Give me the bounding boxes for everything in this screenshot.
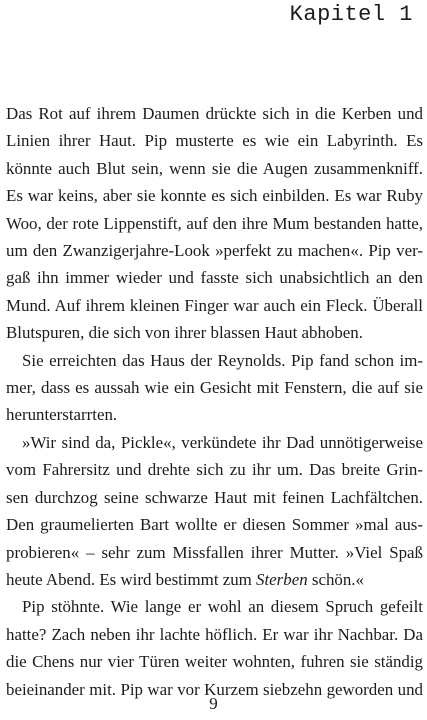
- body-text: [6, 100, 423, 703]
- text-line: vom Fahrersitz und drehte sich zu ihr um. Das breite Grin-: [6, 460, 423, 480]
- text-line: beieinander mit. Pip war vor Kurzem siebzehn geworden und: [6, 679, 423, 699]
- text-line: Es war keins, aber sie konnte es sich einbilden. Es war Ruby: [6, 186, 423, 206]
- emphasis: Sterben: [256, 569, 308, 589]
- chapter-title: Kapitel 1: [289, 2, 413, 27]
- text-line: Pip stöhnte. Wie lange er wohl an diesem Spruch gefeilt: [22, 597, 423, 617]
- text-line: Linien ihrer Haut. Pip musterte es wie ein Labyrinth. Es: [6, 131, 423, 151]
- text-line: die Chens nur vier Türen weiter wohnten, fuhren sie ständig: [6, 652, 423, 672]
- text-line: Das Rot auf ihrem Daumen drückte sich in die Kerben und: [6, 104, 423, 123]
- text-line: Den graumelierten Bart wollte er diesen Sommer »mal aus-: [6, 515, 423, 535]
- text-line: Woo, der rote Lippenstift, auf den ihre Mum bestanden hatte,: [6, 213, 423, 233]
- text-line: sen durchzog seine schwarze Haut mit feinen Lachfältchen.: [6, 487, 423, 507]
- text-line: um den Zwanzigerjahre-Look »perfekt zu machen«. Pip ver-: [6, 241, 423, 261]
- text-line: Mund. Auf ihrem kleinen Finger war auch ein Fleck. Überall: [6, 295, 423, 315]
- page-number: 9: [209, 694, 218, 713]
- text-line: Sie erreichten das Haus der Reynolds. Pip fand schon im-: [22, 350, 423, 370]
- text-line: »Wir sind da, Pickle«, verkündete ihr Dad unnötigerweise: [22, 432, 423, 452]
- text-line: gaß ihn immer wieder und fasste sich unabsichtlich an den: [6, 268, 423, 288]
- text-line: könnte auch Blut sein, wenn sie die Augen zusammenkniff.: [6, 158, 423, 178]
- text-line: [6, 566, 423, 593]
- text-line: hatte? Zach neben ihr lachte höflich. Er war ihr Nachbar. Da: [6, 624, 423, 644]
- text-line: Blutspuren, die sich von ihrer blassen Haut abhoben.: [6, 323, 363, 343]
- text-segment: heute Abend. Es wird bestimmt zum: [6, 569, 257, 589]
- text-line: herunterstarrten.: [6, 405, 118, 425]
- text-segment: schön.«: [307, 569, 364, 589]
- text-line: mer, dass es aussah wie ein Gesicht mit Fenstern, die auf sie: [6, 378, 423, 398]
- text-line: probieren« – sehr zum Missfallen ihrer Mutter. »Viel Spaß: [6, 542, 423, 562]
